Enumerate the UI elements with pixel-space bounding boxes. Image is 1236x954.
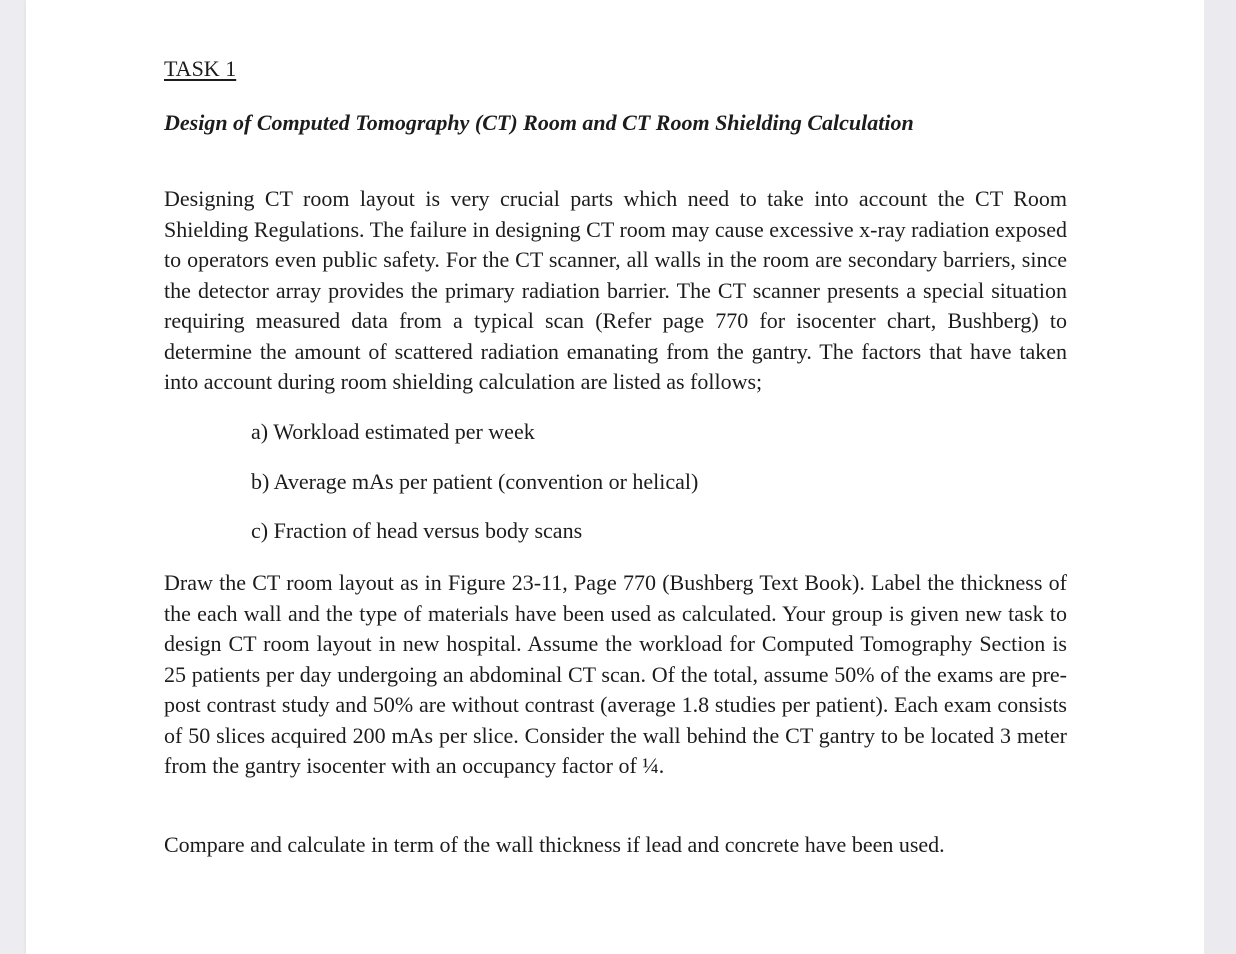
document-subtitle: Design of Computed Tomography (CT) Room and CT Room Shielding Calculation <box>164 110 914 135</box>
scrollbar[interactable] <box>1204 0 1236 954</box>
list-item: b) Average mAs per patient (convention or helical) <box>251 468 699 494</box>
left-gutter <box>0 0 26 954</box>
list-item: a) Workload estimated per week <box>251 419 535 444</box>
task-paragraph: Draw the CT room layout as in Figure 23-11, Page 770 (Bushberg Text Book). Label the thickness of the each wall and the type of materials have been used as calculated. Your group is given new task to design CT room layout in new hospital. Assume the workload for Computed Tomography Section is 25 patients per day undergoing an abdominal CT scan. Of the total, assume 50% of the exams are pre-post contrast study and 50% are without contrast (average 1.8 studies per patient). Each exam consists of 50 slices acquired 200 mAs per slice. Consider the wall behind the CT gantry to be located 3 meter from the gantry isocenter with an occupancy factor of ¼. <box>164 570 1067 778</box>
task-heading: TASK 1 <box>164 56 237 81</box>
compare-paragraph: Compare and calculate in term of the wall thickness if lead and concrete have been used. <box>164 832 945 857</box>
intro-paragraph: Designing CT room layout is very crucial parts which need to take into account the CT Room Shielding Regulations. The failure in designing CT room may cause excessive x-ray radiation exposed to operators even public safety. For the CT scanner, all walls in the room are secondary barriers, since the detector array provides the primary radiation barrier. The CT scanner presents a special situation requiring measured data from a typical scan (Refer page 770 for isocenter chart, Bushberg) to determine the amount of scattered radiation emanating from the gantry. The factors that have taken into account during room shielding calculation are listed as follows; <box>164 186 1067 394</box>
factors-list <box>251 417 698 566</box>
document-page <box>26 0 1204 954</box>
list-item: c) Fraction of head versus body scans <box>251 518 583 543</box>
